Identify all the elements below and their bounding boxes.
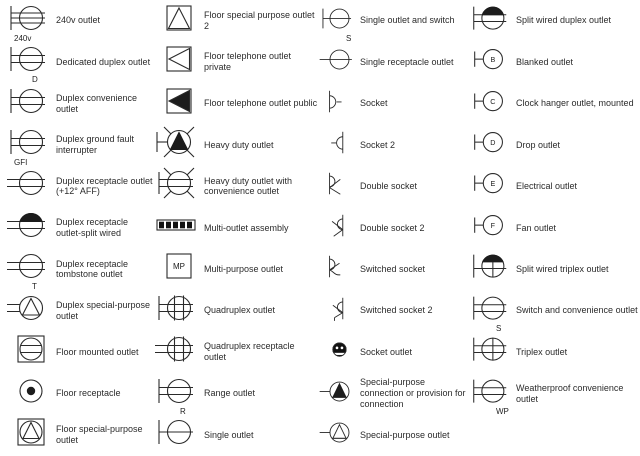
multi-outlet-assembly-icon <box>152 209 200 247</box>
outlet-240v-icon <box>4 2 52 43</box>
switched-socket-2-icon <box>318 292 356 330</box>
symbol-sublabel: S <box>346 33 352 43</box>
double-socket-icon <box>318 167 356 205</box>
svg-text:C: C <box>490 97 496 106</box>
legend-item <box>152 373 318 414</box>
symbol-label: Duplex convenience outlet <box>56 92 138 114</box>
legend-item <box>318 414 468 455</box>
legend-item <box>468 373 638 414</box>
single-outlet-bar-icon <box>318 2 356 43</box>
svg-text:E: E <box>490 180 496 189</box>
duplex-outlet-bar-icon <box>4 85 52 123</box>
symbol-label: Floor special purpose outlet 2 <box>204 9 315 31</box>
special-purpose-connection-icon <box>318 375 356 413</box>
symbol-label: Heavy duty outlet with convenience outlet <box>204 175 293 197</box>
legend-item <box>152 41 318 82</box>
square-triangle-left-filled-icon <box>152 85 200 123</box>
legend-item <box>4 414 154 455</box>
legend-item <box>468 249 638 290</box>
duplex-special-purpose-icon <box>4 292 52 330</box>
legend-item <box>318 166 468 207</box>
special-purpose-outlet-icon <box>318 416 356 454</box>
legend-item <box>318 0 468 41</box>
legend-item <box>152 290 318 331</box>
legend-item <box>4 332 154 373</box>
legend-item <box>468 124 638 165</box>
legend-item <box>468 41 638 82</box>
symbol-label: Split wired triplex outlet <box>516 263 609 274</box>
triplex-outlet-icon <box>468 333 512 371</box>
heavy-duty-outlet-icon <box>152 126 200 164</box>
legend-item <box>318 207 468 248</box>
legend-item <box>4 290 154 331</box>
symbol-label: Special-purpose connection or provision for connection <box>360 377 466 410</box>
legend-item <box>4 373 154 414</box>
duplex-outlet-bar-icon <box>468 375 512 416</box>
floor-receptacle-icon <box>4 375 52 413</box>
floor-mounted-outlet-icon <box>4 333 52 371</box>
legend-item <box>4 0 154 41</box>
double-socket-2-icon <box>318 209 356 247</box>
legend-item <box>468 207 638 248</box>
symbol-label: Double socket 2 <box>360 222 425 233</box>
symbol-sublabel: T <box>32 282 37 292</box>
legend-column-1 <box>4 0 154 456</box>
svg-text:F: F <box>490 221 496 230</box>
legend-item <box>318 83 468 124</box>
legend-column-4 <box>468 0 638 456</box>
symbol-label: Drop outlet <box>516 139 561 150</box>
legend-item <box>318 373 468 414</box>
symbol-sublabel: R <box>180 406 186 416</box>
symbol-label: Fan outlet <box>516 222 557 233</box>
letter-circle-icon <box>468 209 512 247</box>
symbol-label: Duplex receptacle tombstone outlet <box>56 258 129 280</box>
duplex-receptacle-icon <box>4 167 52 205</box>
symbol-label: Socket <box>360 98 388 109</box>
symbol-label: Floor telephone outlet private <box>204 51 292 73</box>
symbol-label: Duplex special-purpose outlet <box>56 299 151 321</box>
heavy-duty-convenience-icon <box>152 167 200 205</box>
legend-item <box>152 414 318 455</box>
symbol-label: Blanked outlet <box>516 56 574 67</box>
legend-column-3 <box>318 0 468 456</box>
split-wired-duplex-icon <box>468 2 512 40</box>
symbol-sublabel: GFI <box>14 158 28 168</box>
symbol-label: Socket 2 <box>360 139 396 150</box>
legend-item <box>4 166 154 207</box>
symbol-sublabel: D <box>32 75 38 85</box>
legend-item <box>318 41 468 82</box>
symbol-label: Duplex receptacle outlet-split wired <box>56 217 129 238</box>
legend-item <box>468 290 638 331</box>
legend-item <box>152 332 318 373</box>
socket-outlet-icon <box>318 333 356 371</box>
svg-text:D: D <box>490 138 496 147</box>
symbol-label: Floor receptacle <box>56 388 121 399</box>
symbol-label: Clock hanger outlet, mounted <box>516 98 634 109</box>
legend-item <box>4 83 154 124</box>
symbol-label: Floor mounted outlet <box>56 346 139 357</box>
duplex-outlet-bar-icon <box>4 43 52 85</box>
socket-2-icon <box>318 126 356 164</box>
symbol-label: Electrical outlet <box>516 181 578 192</box>
legend-item <box>152 166 318 207</box>
mp-square-icon <box>152 250 200 288</box>
switched-socket-icon <box>318 250 356 288</box>
symbol-label: 240v outlet <box>56 15 101 26</box>
symbol-sublabel: 240v <box>14 33 32 43</box>
symbol-label: Heavy duty outlet <box>204 139 274 150</box>
letter-circle-icon <box>468 126 512 164</box>
letter-circle-icon <box>468 43 512 81</box>
letter-circle-icon <box>468 167 512 205</box>
socket-icon <box>318 85 356 123</box>
symbol-label: Single receptacle outlet <box>360 56 454 67</box>
legend-item <box>152 83 318 124</box>
square-triangle-icon <box>152 2 200 40</box>
symbol-label: Multi-outlet assembly <box>204 222 289 233</box>
symbol-sublabel: WP <box>496 406 509 416</box>
single-outlet-bar-icon <box>152 416 200 454</box>
symbol-label: Floor special-purpose outlet <box>56 424 143 446</box>
symbol-label: Socket outlet <box>360 346 413 357</box>
quadruplex-outlet-bar-icon <box>152 292 200 330</box>
legend-item <box>468 83 638 124</box>
legend-item <box>468 0 638 41</box>
legend-item <box>4 124 154 168</box>
symbol-label: Single outlet <box>204 429 254 440</box>
svg-text:MP: MP <box>173 262 185 272</box>
symbol-label: Special-purpose outlet <box>360 429 450 440</box>
legend-item <box>4 41 154 85</box>
symbol-label: Switch and convenience outlet <box>516 305 638 316</box>
symbol-label: Triplex outlet <box>516 346 568 357</box>
symbol-label: Duplex ground fault interrupter <box>56 134 135 156</box>
legend-item <box>152 207 318 248</box>
symbol-label: Switched socket <box>360 263 426 274</box>
symbol-label: Dedicated duplex outlet <box>56 56 151 67</box>
legend-item <box>152 249 318 290</box>
duplex-outlet-bar-icon <box>152 375 200 416</box>
legend-item <box>318 332 468 373</box>
legend-item <box>318 124 468 165</box>
symbol-label: Split wired duplex outlet <box>516 15 612 26</box>
duplex-receptacle-icon <box>4 250 52 292</box>
floor-special-purpose-icon <box>4 416 52 454</box>
duplex-split-wired-icon <box>4 209 52 247</box>
legend-item <box>152 124 318 165</box>
symbol-label: Range outlet <box>204 388 256 399</box>
svg-text:B: B <box>490 55 496 64</box>
quadruplex-receptacle-icon <box>152 333 200 371</box>
legend-item <box>4 207 154 248</box>
single-receptacle-icon <box>318 43 356 81</box>
legend-item <box>4 249 154 290</box>
symbol-label: Duplex receptacle outlet (+12° AFF) <box>56 175 153 197</box>
legend-item <box>468 166 638 207</box>
legend-item <box>152 0 318 41</box>
symbol-label: Switched socket 2 <box>360 305 433 316</box>
split-wired-triplex-icon <box>468 250 512 288</box>
legend-item <box>468 332 638 373</box>
legend-item <box>318 249 468 290</box>
symbol-label: Weatherproof convenience outlet <box>516 382 624 404</box>
symbol-label: Quadruplex outlet <box>204 305 276 316</box>
symbol-label: Double socket <box>360 181 418 192</box>
symbol-label: Quadruplex receptacle outlet <box>204 341 295 363</box>
symbol-label: Multi-purpose outlet <box>204 263 284 274</box>
legend-item <box>318 290 468 331</box>
duplex-outlet-bar-icon <box>468 292 512 333</box>
duplex-outlet-bar-icon <box>4 126 52 168</box>
square-triangle-left-outline-icon <box>152 43 200 81</box>
letter-circle-icon <box>468 85 512 123</box>
symbol-label: Floor telephone outlet public <box>204 98 318 109</box>
legend-column-2 <box>152 0 318 456</box>
symbol-label: Single outlet and switch <box>360 15 455 26</box>
symbol-sublabel: S <box>496 323 502 333</box>
